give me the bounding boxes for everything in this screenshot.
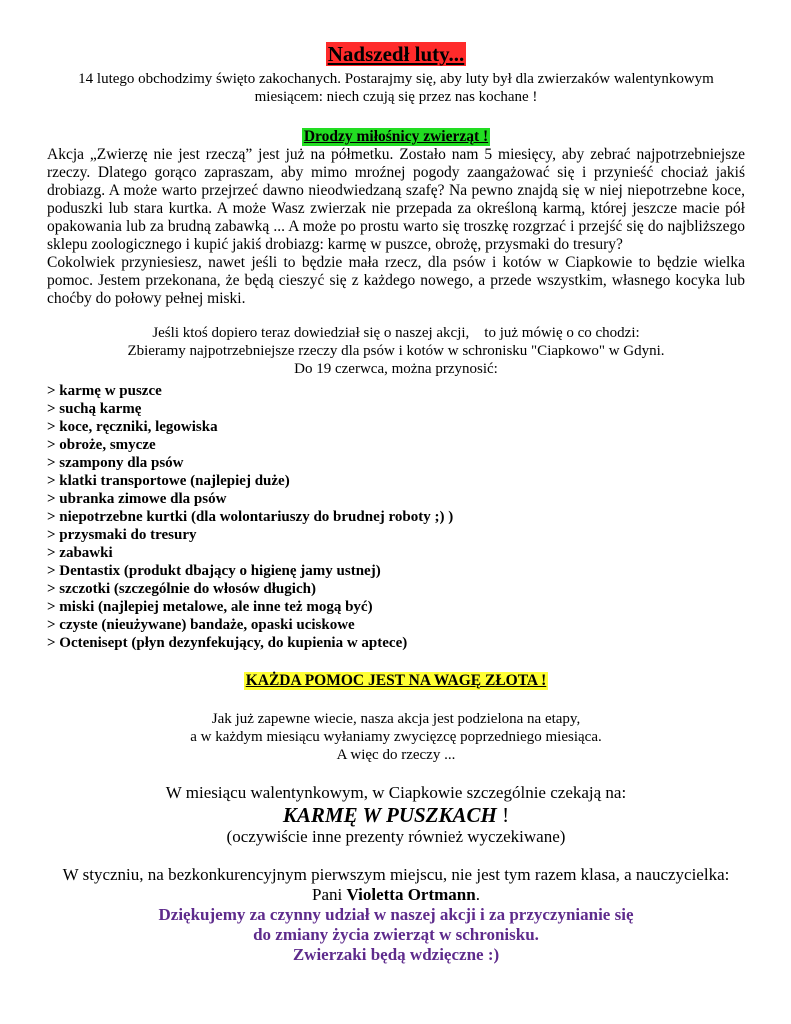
- info-line-3: Do 19 czerwca, można przynosić:: [294, 361, 498, 377]
- january-line-2: [47, 885, 745, 905]
- section-heading-wrap: [47, 128, 745, 146]
- intro-text: [47, 70, 745, 106]
- list-item: > szampony dla psów: [47, 455, 184, 471]
- highlight-banner: KAŻDA POMOC JEST NA WAGĘ ZŁOTA !: [245, 672, 547, 689]
- list-item: > karmę w puszce: [47, 383, 162, 399]
- items-list: [47, 382, 745, 652]
- list-item: > szczotki (szczególnie do włosów długich): [47, 581, 316, 597]
- thanks-line-3: Zwierzaki będą wdzięczne :): [292, 945, 500, 964]
- list-item: > przysmaki do tresury: [47, 527, 197, 543]
- page-title: Nadszedł luty...: [327, 42, 465, 66]
- list-item: > czyste (nieużywane) bandaże, opaski uciskowe: [47, 617, 355, 633]
- list-item: > koce, ręczniki, legowiska: [47, 419, 218, 435]
- list-item: > miski (najlepiej metalowe, ale inne też mogą być): [47, 599, 373, 615]
- february-block: [47, 783, 745, 847]
- january-suffix: .: [475, 885, 480, 904]
- thanks-line-2: do zmiany życia zwierząt w schronisku.: [253, 925, 539, 944]
- list-item: > Dentastix (produkt dbający o higienę jamy ustnej): [47, 563, 381, 579]
- info-block: [47, 324, 745, 378]
- stages-line-2: a w każdym miesiącu wyłaniamy zwycięzcę poprzedniego miesiąca.: [190, 729, 602, 745]
- thanks-block: [47, 905, 745, 965]
- february-emphasis-suffix: !: [496, 803, 510, 827]
- list-item: > niepotrzebne kurtki (dla wolontariuszy do brudnej roboty ;) ): [47, 509, 454, 525]
- stages-block: [47, 710, 745, 764]
- list-item: > suchą karmę: [47, 401, 142, 417]
- thanks-line-1: Dziękujemy za czynny udział w naszej akcji i za przyczynianie się: [158, 905, 634, 924]
- title-wrap: [47, 42, 745, 66]
- paragraph-2: Cokolwiek przyniesiesz, nawet jeśli to będzie mała rzecz, dla psów i kotów w Ciapkowie to będzie wielka pomoc. Jestem przekonana, że będą cieszyć się z każdego nowego, a przede wszystkim, własnego kocyka lub choćby do połowy pełnej miski.: [47, 254, 745, 307]
- list-item: > zabawki: [47, 545, 113, 561]
- february-emphasis: KARMĘ W PUSZKACH: [282, 803, 497, 827]
- february-line-1: W miesiącu walentynkowym, w Ciapkowie szczególnie czekają na:: [165, 783, 627, 802]
- list-item: > obroże, smycze: [47, 437, 156, 453]
- info-line-2: Zbieramy najpotrzebniejsze rzeczy dla psów i kotów w schronisku "Ciapkowo" w Gdyni.: [127, 343, 665, 359]
- stages-line-1: Jak już zapewne wiecie, nasza akcja jest podzielona na etapy,: [211, 711, 581, 727]
- january-block: [47, 865, 745, 905]
- stages-line-3: A więc do rzeczy ...: [336, 747, 456, 763]
- intro-line-1: 14 lutego obchodzimy święto zakochanych. Postarajmy się, aby luty był dla zwierzaków walentynkowym: [78, 71, 714, 87]
- list-item: > ubranka zimowe dla psów: [47, 491, 227, 507]
- list-item: > Octenisept (płyn dezynfekujący, do kupienia w aptece): [47, 635, 408, 651]
- highlight-wrap: [47, 672, 745, 690]
- info-line-1: Jeśli ktoś dopiero teraz dowiedział się o naszej akcji, to już mówię o co chodzi:: [152, 325, 640, 341]
- january-line-1: W styczniu, na bezkonkurencyjnym pierwszym miejscu, nie jest tym razem klasa, a nauczycielka:: [62, 865, 730, 884]
- intro-line-2: miesiącem: niech czują się przez nas kochane !: [254, 89, 538, 105]
- section-heading: Drodzy miłośnicy zwierząt !: [303, 128, 489, 145]
- february-emphasis-line: [47, 803, 745, 827]
- list-item: > klatki transportowe (najlepiej duże): [47, 473, 290, 489]
- february-line-3: (oczywiście inne prezenty również wyczekiwane): [226, 827, 566, 846]
- january-prefix: Pani: [312, 885, 347, 904]
- paragraph-1: Akcja „Zwierzę nie jest rzeczą” jest już na półmetku. Zostało nam 5 miesięcy, aby zebrać najpotrzebniejsze rzeczy. Dlatego gorąco zapraszam, aby mimo mroźnej pogody zaangażować się i przynieść chociaż jakiś drobiazg. A może warto przejrzeć dawno nieodwiedzaną szafę? Na pewno znajdą się w niej niepotrzebne koce, poduszki lub stara kurtka. A może Wasz zwierzak nie przepada za określoną karmą, której jeszcze macie pół opakowania lub za brudną zabawką ... A może po prostu warto się troszkę rozgrzać i przejść się do najbliższego sklepu zoologicznego i kupić jakiś drobiazg: karmę w puszce, obrożę, przysmaki do tresury?: [47, 146, 745, 253]
- january-name: Violetta Ortmann: [346, 885, 476, 904]
